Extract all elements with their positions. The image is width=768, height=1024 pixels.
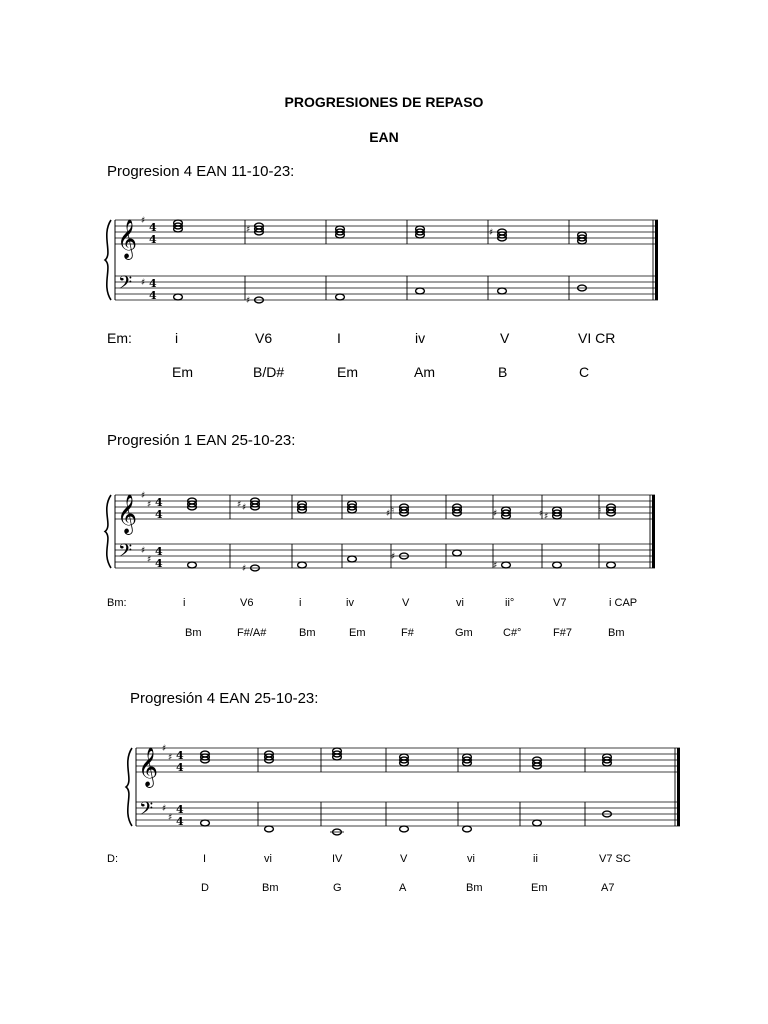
whole-note	[416, 288, 425, 294]
key-signature-sharp: ♯	[168, 813, 173, 823]
chord-symbol: Bm	[185, 627, 202, 639]
progression-heading: Progresion 4 EAN 11-10-23:	[107, 163, 295, 180]
chord-symbol: C	[579, 364, 590, 380]
treble-clef: 𝄞	[117, 219, 138, 259]
chord-symbol: Em	[349, 627, 366, 639]
roman-numeral: i	[183, 597, 186, 609]
bass-clef: 𝄢	[118, 273, 133, 298]
roman-numeral: V7	[553, 597, 567, 609]
final-barline-thick	[655, 220, 658, 300]
whole-note	[174, 294, 183, 300]
time-signature-top: 4	[155, 496, 163, 509]
whole-note	[533, 820, 542, 826]
key-signature-sharp: ♯	[147, 555, 152, 565]
time-signature-bottom: 4	[149, 233, 157, 246]
key-label: Bm:	[107, 597, 127, 609]
time-signature-top: 4	[149, 221, 157, 234]
roman-numeral: iv	[346, 597, 354, 609]
sharp-accidental: ♯	[246, 296, 251, 306]
whole-note	[400, 826, 409, 832]
progression-heading: Progresión 1 EAN 25-10-23:	[107, 432, 296, 449]
key-label: D:	[107, 853, 118, 865]
bass-clef: 𝄢	[118, 541, 133, 566]
time-signature-top: 4	[176, 749, 184, 762]
progression-heading: Progresión 4 EAN 25-10-23:	[130, 690, 319, 707]
chord-symbol: Em	[531, 882, 548, 894]
roman-numeral: V6	[240, 597, 254, 609]
final-barline-thick	[652, 495, 655, 568]
chord-symbol: B/D#	[253, 364, 285, 380]
sharp-accidental: ♯	[489, 228, 494, 238]
final-barline-thick	[677, 748, 680, 826]
bass-clef: 𝄢	[139, 799, 154, 824]
sharp-accidental: ♯	[386, 509, 391, 519]
chord-symbol: Bm	[299, 627, 316, 639]
grand-staff	[0, 480, 768, 600]
key-signature-sharp: ♯	[141, 491, 146, 501]
roman-numeral: V	[500, 330, 510, 346]
time-signature-bottom: 4	[176, 815, 184, 828]
whole-note	[498, 288, 507, 294]
roman-numeral: vi	[467, 853, 475, 865]
chord-symbol: F#	[401, 627, 414, 639]
time-signature-bottom: 4	[149, 289, 157, 302]
roman-numeral: VI CR	[578, 330, 616, 346]
sharp-accidental: ♯	[493, 561, 498, 571]
key-signature-sharp: ♯	[162, 744, 167, 754]
sharp-accidental: ♯	[237, 500, 242, 510]
roman-numeral: ii	[533, 853, 538, 865]
treble-clef: 𝄞	[138, 747, 159, 787]
document-subtitle: EAN	[369, 129, 399, 145]
roman-numeral: i CAP	[609, 597, 638, 609]
chord-symbol: A	[399, 882, 407, 894]
chord-symbol: D	[201, 882, 209, 894]
time-signature-bottom: 4	[155, 557, 163, 570]
roman-numeral: iv	[415, 330, 426, 346]
sharp-accidental: ♯	[391, 552, 396, 562]
time-signature-top: 4	[155, 545, 163, 558]
roman-numeral: V	[402, 597, 410, 609]
document-title: PROGRESIONES DE REPASO	[284, 94, 484, 110]
chord-symbol: Gm	[455, 627, 473, 639]
key-signature-sharp: ♯	[147, 500, 152, 510]
whole-note	[453, 550, 462, 556]
whole-note	[336, 294, 345, 300]
roman-numeral: i	[299, 597, 302, 609]
grand-staff	[0, 200, 768, 320]
sharp-accidental: ♯	[242, 564, 247, 574]
brace	[105, 220, 111, 300]
grand-staff	[0, 730, 768, 850]
whole-note	[463, 826, 472, 832]
roman-numeral: V	[400, 853, 408, 865]
time-signature-top: 4	[149, 277, 157, 290]
key-signature-sharp: ♯	[168, 753, 173, 763]
chord-symbol: Bm	[466, 882, 483, 894]
sharp-accidental: ♯	[544, 512, 549, 522]
key-label: Em:	[107, 330, 132, 346]
treble-clef: 𝄞	[117, 494, 138, 534]
chord-symbol: Em	[337, 364, 358, 380]
sharp-accidental: ♯	[539, 509, 544, 519]
whole-note	[553, 562, 562, 568]
whole-note	[201, 820, 210, 826]
roman-numeral: I	[337, 330, 341, 346]
whole-note	[265, 826, 274, 832]
whole-note	[607, 562, 616, 568]
chord-symbol: G	[333, 882, 342, 894]
chord-symbol: F#7	[553, 627, 572, 639]
time-signature-bottom: 4	[155, 508, 163, 521]
key-signature-sharp: ♯	[162, 804, 167, 814]
chord-symbol: Em	[172, 364, 193, 380]
roman-numeral: I	[203, 853, 207, 865]
sharp-accidental: ♯	[242, 503, 247, 513]
roman-numeral: i	[175, 330, 179, 346]
brace	[105, 495, 111, 568]
sharp-accidental: ♯	[246, 225, 251, 235]
brace	[126, 748, 132, 826]
key-signature-sharp: ♯	[141, 278, 146, 288]
time-signature-bottom: 4	[176, 761, 184, 774]
time-signature-top: 4	[176, 803, 184, 816]
roman-numeral: vi	[264, 853, 272, 865]
natural-accidental: ♮	[391, 506, 395, 516]
whole-note	[348, 556, 357, 562]
chord-symbol: Am	[414, 364, 435, 380]
roman-numeral: IV	[332, 853, 343, 865]
roman-numeral: V7 SC	[599, 853, 631, 865]
whole-note	[298, 562, 307, 568]
chord-symbol: Bm	[262, 882, 279, 894]
chord-symbol: F#/A#	[237, 627, 267, 639]
natural-accidental: ♮	[598, 506, 602, 516]
chord-symbol: B	[498, 364, 508, 380]
whole-note	[188, 562, 197, 568]
whole-note	[502, 562, 511, 568]
key-signature-sharp: ♯	[141, 216, 146, 226]
roman-numeral: ii°	[505, 597, 515, 609]
chord-symbol: C#°	[503, 627, 522, 639]
roman-numeral: V6	[255, 330, 273, 346]
sharp-accidental: ♯	[493, 509, 498, 519]
chord-symbol: A7	[601, 882, 615, 894]
roman-numeral: vi	[456, 597, 464, 609]
key-signature-sharp: ♯	[141, 546, 146, 556]
chord-symbol: Bm	[608, 627, 625, 639]
